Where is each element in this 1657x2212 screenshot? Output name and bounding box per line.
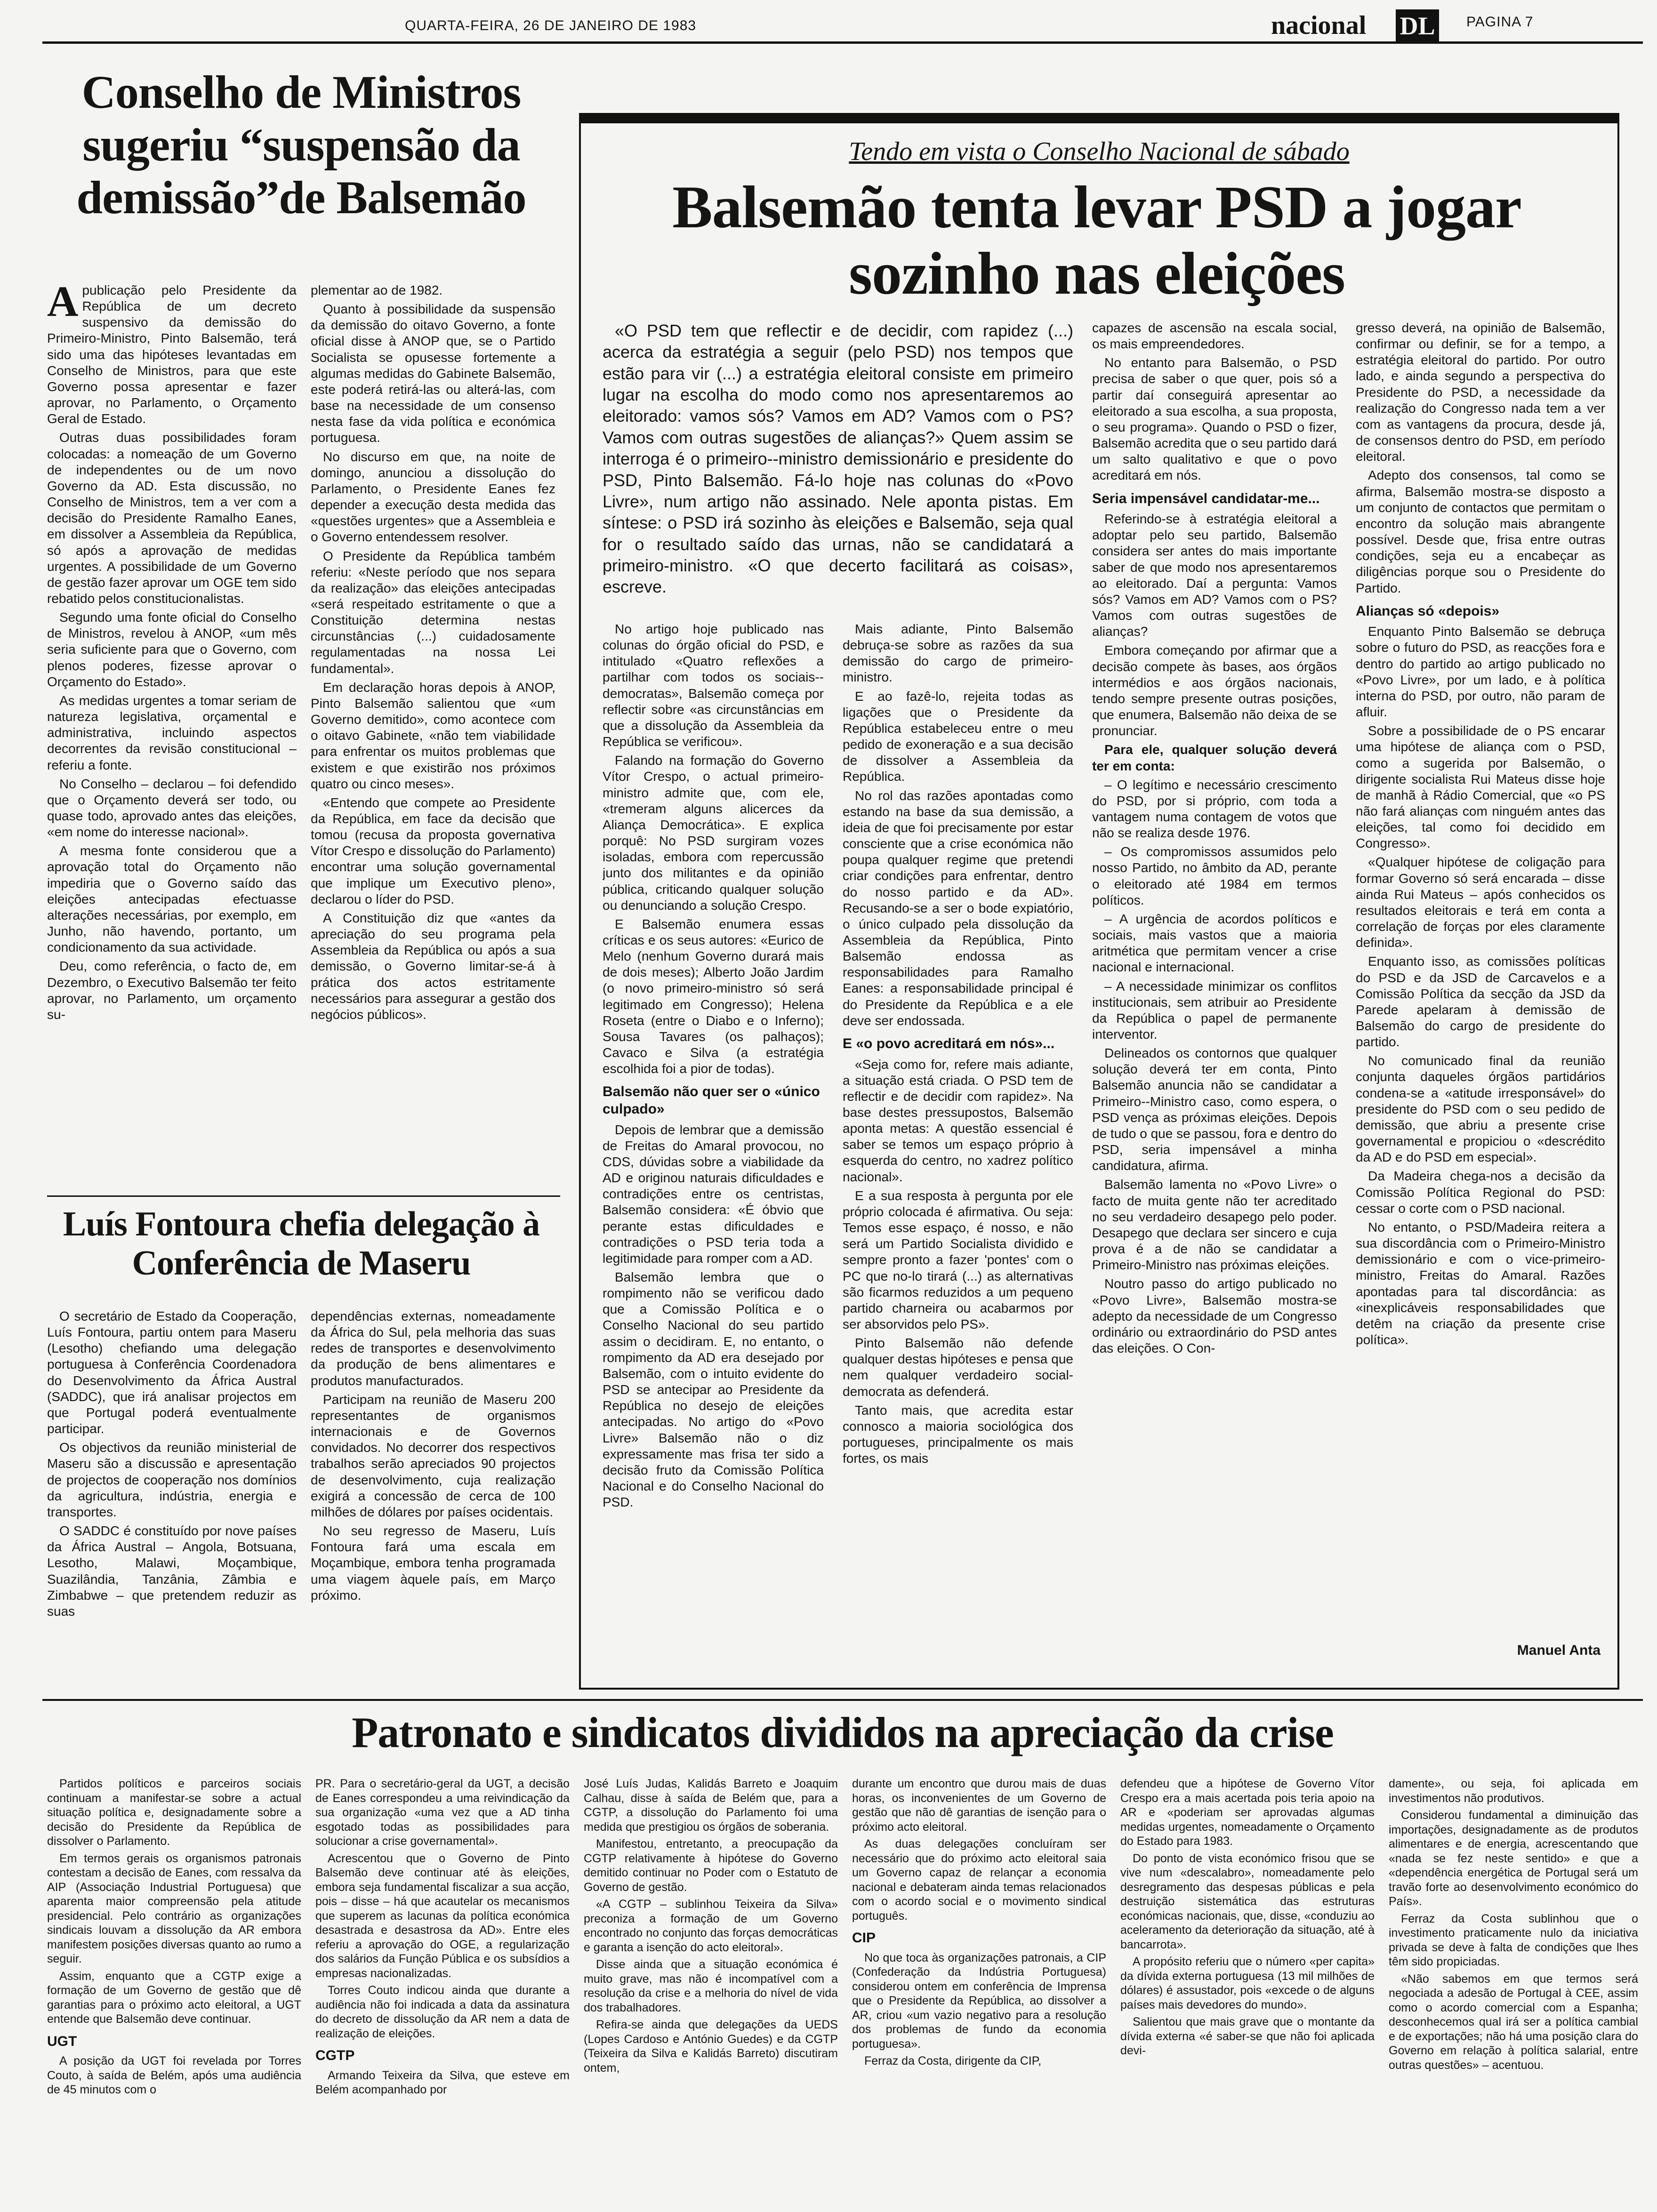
paragraph: Manifestou, entretanto, a preocupação da CGTP relativamente à hipótese do Governo demitido continuar no Poder com o Estatuto de Governo de gestão. bbox=[584, 1837, 838, 1894]
paragraph: Para ele, qualquer solução deverá ter em conta: bbox=[1092, 742, 1337, 773]
paragraph: – A urgência de acordos políticos e sociais, mais vastos que a maioria aritmética que permitam vencer a crise nacional e internacional. bbox=[1092, 911, 1337, 975]
subheading: E «o povo acreditará em nós»... bbox=[843, 1035, 1055, 1051]
paragraph: Delineados os contornos que qualquer solução deverá ter em conta, Pinto Balsemão anuncia não se candidatar a Primeiro--Ministro caso, como espera, o PSD vença as próximas eleições. Depois de tudo o que se passou, fora e dentro do PSD, seria impensável a minha candidatura, afirma. bbox=[1092, 1046, 1337, 1173]
article-psd-colC bbox=[1092, 320, 1337, 1671]
paragraph: Refira-se ainda que delegações da UEDS (Lopes Cardoso e António Guedes) e da CGTP (Teixeira da Silva e Kalidás Barreto) discutiram ontem, bbox=[584, 2018, 838, 2075]
paragraph: Armando Teixeira da Silva, que esteve em Belém acompanhado por bbox=[315, 2068, 570, 2097]
headline-patronato: Patronato e sindicatos divididos na apreciação da crise bbox=[352, 1708, 1334, 1756]
article-conselho-col1 bbox=[47, 282, 297, 1186]
paragraph: O secretário de Estado da Cooperação, Luís Fontoura, partiu ontem para Maseru (Lesotho) chefiando uma delegação portuguesa à Conferência Coordenadora do Desenvolvimento da África Austral (SADDC), que irá analisar projectos em que Portugal poderá eventualmente participar. bbox=[47, 1309, 297, 1436]
paragraph: E ao fazê-lo, rejeita todas as ligações que o Presidente da República estabeleceu entre o meu pedido de exoneração e a sua decisão de dissolver a Assembleia da República. bbox=[843, 689, 1073, 784]
paragraph: Ferraz da Costa, dirigente da CIP, bbox=[864, 2054, 1042, 2068]
article-psd-colB bbox=[843, 621, 1073, 1671]
paragraph: Referindo-se à estratégia eleitoral a adoptar pelo seu partido, Balsemão considera ser antes do mais importante saber de que modo nos apresentaremos ao eleitorado. Daí a pergunta: Vamos sós? Vamos em AD? Vamos com o PS? Vamos com outras sugestões de alianças? bbox=[1092, 512, 1337, 639]
paragraph: Enquanto Pinto Balsemão se debruça sobre o futuro do PSD, as reacções fora e dentro do partido ao artigo publicado no «Povo Livre», por um lado, e à política interna do PSD, por outro, não param de afluir. bbox=[1356, 624, 1605, 720]
page-number: PAGINA 7 bbox=[1466, 14, 1534, 30]
article-patronato-c1 bbox=[47, 1777, 301, 2186]
paragraph: Enquanto isso, as comissões políticas do PSD e da JSD de Carcavelos e a Comissão Política da secção da JSD da Parede apelaram à demissão de Balsemão do cargo de presidente do partido. bbox=[1356, 954, 1605, 1050]
paragraph: Deu, como referência, o facto de, em Dezembro, o Executivo Balsemão ter feito aprovar, no Parlamento, um orçamento su- bbox=[47, 959, 297, 1022]
paragraph: A posição da UGT foi revelada por Torres Couto, à saída de Belém, após uma audiência de 45 minutos com o bbox=[47, 2054, 301, 2097]
issue-date: QUARTA-FEIRA, 26 DE JANEIRO DE 1983 bbox=[405, 18, 697, 33]
paragraph: A Constituição diz que «antes da apreciação do seu programa pela Assembleia da República ou após a sua demissão, o Governo limitar-se-á à prática dos actos estritamente necessários para assegurar a gestão dos negócios públicos». bbox=[311, 910, 555, 1022]
paragraph: Da Madeira chega-nos a decisão da Comissão Política Regional do PSD: cessar o corte com o PSD nacional. bbox=[1356, 1169, 1605, 1216]
paragraph: Depois de lembrar que a demissão de Freitas do Amaral provocou, no CDS, dúvidas sobre a viabilidade da AD e originou naturais dificuldades e contradições entre os centristas, Balsemão considera: «É óbvio que perante estas dificuldades e contradições o PSD teria toda a legitimidade para romper com a AD. bbox=[603, 1122, 824, 1266]
paragraph: No Conselho – declarou – foi defendido que o Orçamento deverá ser todo, ou quase todo, aprovado antes das eleições, «em nome do interesse nacional». bbox=[47, 776, 297, 840]
paragraph: A propósito referiu que o número «per capita» da dívida externa portuguesa (13 mil milhões de dólares) é assustador, pois «excede o de alguns países mais devedores do mundo». bbox=[1120, 1955, 1375, 2012]
article-patronato-c4 bbox=[852, 1777, 1106, 2186]
rule-left-mid bbox=[47, 1195, 560, 1197]
rule-bottom bbox=[42, 1699, 1643, 1701]
article-patronato-c6 bbox=[1389, 1777, 1638, 2186]
paragraph: Considerou fundamental a diminuição das importações, designadamente as de produtos alimentares e de energia, acrescentando que «nada se fez neste sentido» e que a «dependência energética de Portugal será um travão forte ao desenvolvimento económico do País». bbox=[1389, 1809, 1638, 1908]
paragraph: damente», ou seja, foi aplicada em investimentos não produtivos. bbox=[1389, 1777, 1638, 1805]
article-patronato-c2 bbox=[315, 1777, 570, 2186]
lead-paragraph: «O PSD tem que reflectir e de decidir, com rapidez (...) acerca da estratégia a seguir (pelo PSD) nos tempos que estão para vir (...) a estratégia eleitoral consiste em primeiro lugar na escolha do modo como nos apresentaremos ao eleitorado: vamos sós? Vamos em AD? Vamos com o PS? Vamos com outras sugestões de alianças?» Quem assim se interroga é o primeiro--ministro demissionário e presidente do PSD, Pinto Balsemão. Fá-lo hoje nas colunas do «Povo Livre», num artigo não assinado. Nele aponta pistas. Em síntese: o PSD irá sozinho às eleições e Balsemão, seja qual for o resultado saído das urnas, não se candidatará a primeiro-ministro. «O que decerto facilitará as coisas», escreve. bbox=[603, 321, 1073, 597]
paragraph: E Balsemão enumera essas críticas e os seus autores: «Eurico de Melo (nenhum Governo durará mais de dois meses); Alberto João Jardim (o novo primeiro-ministro só será legitimado em Congresso); Helena Roseta (entre o Diabo e o Inferno); Sousa Tavares (os palhaços); Cavaco e Silva (a estratégia escolhida foi a pior de todas). bbox=[603, 916, 824, 1076]
paragraph: Pinto Balsemão não defende qualquer destas hipóteses e pensa que nem qualquer verdadeiro social-democrata as defenderá. bbox=[843, 1336, 1073, 1399]
paragraph: Segundo uma fonte oficial do Conselho de Ministros, revelou à ANOP, «um mês seria suficiente para que o Governo, com plenos poderes, fizesse aprovar o Orçamento do Estado». bbox=[47, 610, 297, 689]
article-psd-colA bbox=[603, 621, 824, 1671]
paragraph: dependências externas, nomeadamente da África do Sul, pela melhoria das suas redes de transportes e desenvolvimento da produção de bens alimentares e produtos manufacturados. bbox=[311, 1309, 555, 1388]
headline-conselho: Conselho de Ministros sugeriu “suspensão da demissão”de Balsemão bbox=[76, 66, 526, 224]
paragraph: Disse ainda que a situação económica é muito grave, mas não é incompatível com a resolução da crise e a melhoria do nível de vida dos trabalhadores. bbox=[584, 1958, 838, 2014]
paragraph: E a sua resposta à pergunta por ele próprio colocada é afirmativa. Ou seja: Temos esse espaço, é nosso, e não será um Partido Socialista dividido e sempre pronto a fazer 'pontes' com o PC que no-lo tirará (...) as alternativas são ficarmos reduzidos a um pequeno partido charneira ou acabarmos por ser absorvidos pelo PS». bbox=[843, 1188, 1073, 1331]
paragraph: «Entendo que compete ao Presidente da República, em face da decisão que tomou (recusa da proposta governativa Vítor Crespo e dissolução do Parlamento) encontrar uma solução governamental que implique um Executivo pleno», declarou o líder do PSD. bbox=[311, 795, 555, 906]
paragraph: «Não sabemos em que termos será negociada a adesão de Portugal à CEE, assim como o acordo comercial com a Espanha; desconhecemos qual irá ser a política cambial e de exportações; não há uma posição clara do Governo em relação à política salarial, entre outras questões» – acentuou. bbox=[1389, 1972, 1638, 2072]
paragraph: José Luís Judas, Kalidás Barreto e Joaquim Calhau, disse à saída de Belém que, para a CGTP, a dissolução do Parlamento foi uma medida que prestigiou os órgãos de soberania. bbox=[584, 1777, 838, 1834]
paragraph: Noutro passo do artigo publicado no «Povo Livre», Balsemão mostra-se adepto da necessidade de um Congresso ordinário ou extraordinário do PSD antes das eleições. O Con- bbox=[1092, 1276, 1337, 1355]
article-patronato-c3 bbox=[584, 1777, 838, 2186]
paragraph: «A CGTP – sublinhou Teixeira da Silva» preconiza a formação de um Governo encontrado no conjunto das forças democráticas e garanta a isenção do acto eleitoral». bbox=[584, 1898, 838, 1954]
paragraph: As duas delegações concluíram ser necessário que do próximo acto eleitoral saia um Governo capaz de relançar a economia nacional e debateram ainda temas relacionados com o acordo social e o movimento sindical português. bbox=[852, 1837, 1106, 1923]
headline-psd: Balsemão tenta levar PSD a jogar sozinho nas eleições bbox=[672, 174, 1521, 307]
headline-fontoura: Luís Fontoura chefia delegação à Conferência de Maseru bbox=[63, 1205, 540, 1282]
subheading: Alianças só «depois» bbox=[1356, 603, 1500, 619]
paragraph: No entanto para Balsemão, o PSD precisa de saber o que quer, pois só a partir daí conseguirá apresentar ao eleitorado a sua escolha, a sua proposta, o seu programa». Quando o PSD o fizer, Balsemão acredita que o seu partido dará um salto qualitativo e que o povo acreditará em nós. bbox=[1092, 355, 1337, 483]
paragraph: O SADDC é constituído por nove países da África Austral – Angola, Botsuana, Lesotho, Malawi, Moçambique, Suazilândia, Tanzânia, Zâmbia e Zimbabwe – que pretendem reduzir as suas bbox=[47, 1523, 297, 1619]
paragraph: Tanto mais, que acredita estar connosco a maioria sociológica dos portugueses, principalmente os mais fortes, os mais bbox=[843, 1403, 1073, 1466]
paragraph: Do ponto de vista económico frisou que se vive num «descalabro», nomeadamente pelo desregramento das despesas públicas e pela destruição sistemática das estruturas económicas nacionais, que, disse, «conduziu ao aceleramento da deterioração da situação, até à bancarrota». bbox=[1120, 1851, 1375, 1951]
paragraph: Embora começando por afirmar que a decisão compete às bases, aos órgãos intermédios e aos órgãos nacionais, tendo sempre presente outras posições, que enumera, Balsemão não deixa de se pronunciar. bbox=[1092, 643, 1337, 738]
paragraph: Balsemão lembra que o rompimento não se verificou dado que a Comissão Política e o Conselho Nacional do seu partido assim o decidiram. E, no entanto, o rompimento da AD era desejado por Balsemão, com o intuito evidente do PSD se antecipar ao Presidente da República no desejo de eleições antecipadas. No artigo do «Povo Livre» Balsemão não o diz expressamente mas frisa ter sido a decisão fruto da Comissão Política Nacional e do Conselho Nacional do PSD. bbox=[603, 1269, 824, 1510]
paragraph: gresso deverá, na opinião de Balsemão, confirmar ou definir, se for a tempo, a estratégia eleitoral do partido. Por outro lado, e ainda segundo a perspectiva do Presidente do PSD, a necessidade da realização do Congresso nada tem a ver com as vantagens da procura, desde já, de consensos dentro do PSD, em período eleitoral. bbox=[1356, 321, 1605, 464]
paragraph: O Presidente da República também referiu: «Neste período que nos separa da realização» das eleições antecipadas «será respeitado estritamente o que a Constituição determina nestas circunstâncias (...) cuidadosamente regulamentadas na nossa Lei fundamental». bbox=[311, 548, 555, 676]
paragraph: No rol das razões apontadas como estando na base da sua demissão, a ideia de que foi precisamente por estar consciente que a crise económica não poupa qualquer regime que pretendi criar condições para enfrentar, dentro do nosso partido e da AD». Recusando-se a ser o bode expiatório, o único culpado pela dissolução da Assembleia da República, Pinto Balsemão endossa as responsabilidades para Ramalho Eanes: a responsabilidade principal é do Presidente da República e a ele deve ser endossada. bbox=[843, 788, 1073, 1028]
paragraph: Balsemão lamenta no «Povo Livre» o facto de muita gente não ter acreditado no seu verdadeiro desapego pelo poder. Desapego que declara ser sincero e cuja prova é a de não se candidatar a Primeiro-Ministro nas próximas eleições. bbox=[1092, 1177, 1337, 1273]
paragraph: Quanto à possibilidade da suspensão da demissão do oitavo Governo, a fonte oficial disse à ANOP que, se o Partido Socialista se opusesse fortemente a algumas medidas do Gabinete Balsemão, este poderá retirá-las ou alterá-las, com base na necessidade de um consenso nesta fase da vida política e económica portuguesa. bbox=[311, 302, 555, 445]
paragraph: No discurso em que, na noite de domingo, anunciou a dissolução do Parlamento, o Presidente Eanes fez depender a execução desta medida das «questões urgentes» que a Assembleia e o Governo entendessem resolver. bbox=[311, 449, 555, 545]
article-psd-lead bbox=[603, 320, 1073, 612]
byline: Manuel Anta bbox=[1517, 1643, 1601, 1658]
paragraph: durante um encontro que durou mais de duas horas, os inconvenientes de um Governo de gestão que não dê garantias de isenção para o próximo acto eleitoral. bbox=[852, 1777, 1106, 1834]
subheading: Balsemão não quer ser o «único culpado» bbox=[603, 1084, 820, 1117]
paragraph: Ferraz da Costa sublinhou que o investimento praticamente nulo da iniciativa privada se deve à falta de condições que lhes têm sido propiciadas. bbox=[1389, 1912, 1638, 1968]
paragraph: Sobre a possibilidade de o PS encarar uma hipótese de aliança com o PSD, como a sugerida por Balsemão, o dirigente socialista Rui Mateus disse hoje de manhã à Rádio Comercial, que «o PS não fará alianças com ninguém antes das eleições, tal como foi decidido em Congresso». bbox=[1356, 723, 1605, 851]
subheading: UGT bbox=[47, 2033, 77, 2049]
paragraph: capazes de ascensão na escala social, os mais empreendedores. bbox=[1092, 321, 1337, 352]
paragraph: «Qualquer hipótese de coligação para formar Governo só será encarada – disse ainda Rui Mateus – após conhecidos os resultados eleitorais e terá em conta a correlação de forças por eles claramente definida». bbox=[1356, 855, 1605, 950]
paragraph: «Seja como for, refere mais adiante, a situação está criada. O PSD tem de reflectir e de decidir com rapidez». Na base destes pressupostos, Balsemão aponta metas: A questão essencial é saber se temos um espaço próprio à esquerda do centro, no xadrez político nacional». bbox=[843, 1057, 1073, 1184]
article-psd-colD bbox=[1356, 320, 1605, 1633]
paragraph: publicação pelo Presidente da República de um decreto suspensivo da demissão do Primeiro-Ministro, Pinto Balsemão, terá sido uma das hipóteses levantadas em Conselho de Ministros, para que este Governo possa apresentar e fazer aprovar, no Parlamento, o Orçamento Geral de Estado. bbox=[47, 283, 297, 426]
paragraph: Salientou que mais grave que o montante da dívida externa «é saber-se que não foi aplicada devi- bbox=[1120, 2015, 1375, 2057]
paragraph: No seu regresso de Maseru, Luís Fontoura fará uma escala em Moçambique, embora tenha programada uma viagem àquele país, em Março próximo. bbox=[311, 1523, 555, 1603]
paragraph: Acrescentou que o Governo de Pinto Balsemão deve continuar até às eleições, embora seja fundamental fiscalizar a sua acção, pois – disse – há que acautelar os mecanismos que superem as lacunas da política económica desastrada e desastrosa da AD». Entre eles referiu a aprovação do OGE, a regularização dos salários da Função Pública e os subsídios a empresas nacionalizadas. bbox=[315, 1851, 570, 1980]
kicker-psd: Tendo em vista o Conselho Nacional de sábado bbox=[849, 137, 1350, 166]
article-patronato-c5 bbox=[1120, 1777, 1375, 2186]
paragraph: Partidos políticos e parceiros sociais continuam a manifestar-se sobre a actual situação política e, designadamente sobre a decisão do Presidente da República de dissolver o Parlamento. bbox=[47, 1777, 301, 1848]
paragraph: – O legítimo e necessário crescimento do PSD, por si próprio, com toda a vantagem numa contagem de votos que não se realiza desde 1976. bbox=[1092, 777, 1337, 841]
paragraph: Adepto dos consensos, tal como se afirma, Balsemão mostra-se disposto a um conjunto de contactos que permitam o encontro da solução mais abrangente possível. Desde que, frisa entre outras condições, seja eu a encabeçar as diligências porque sou o Presidente do Partido. bbox=[1356, 468, 1605, 595]
paragraph: Participam na reunião de Maseru 200 representantes de organismos internacionais e de Governos convidados. No decorrer dos respectivos trabalhos serão apreciados 90 projectos de desenvolvimento, cuja realização exigirá a concessão de cerca de 100 milhões de dólares por países ocidentais. bbox=[311, 1392, 555, 1519]
paragraph: As medidas urgentes a tomar seriam de natureza legislativa, orçamental e administrativa, incluindo aspectos decorrentes da revisão constitucional – referiu a fonte. bbox=[47, 693, 297, 772]
paragraph: Falando na formação do Governo Vítor Crespo, o actual primeiro-ministro admite que, com ele, «tremeram alguns alicerces da Aliança Democrática». E explica porquê: No PSD surgiram vozes isoladas, embora com repercussão junto dos militantes e da opinião pública, criticando qualquer solução ou denunciando a solução Crespo. bbox=[603, 753, 824, 913]
paragraph: No artigo hoje publicado nas colunas do órgão oficial do PSD, e intitulado «Quatro reflexões a partilhar com todos os sociais--democratas», Balsemão começa por reflectir sobre «as circunstâncias em que a dissolução da Assembleia da República se verificou». bbox=[603, 622, 824, 749]
masthead-rule bbox=[42, 41, 1643, 44]
paragraph: Torres Couto indicou ainda que durante a audiência não foi indicada a data da assinatura do decreto de dissolução da AR nem a data de realização de eleições. bbox=[315, 1984, 570, 2040]
paragraph: defendeu que a hipótese de Governo Vítor Crespo era a mais acertada pois teria apoio na AR e «poderiam ser aprovadas algumas medidas urgentes, nomeadamente o Orçamento do Estado para 1983. bbox=[1120, 1777, 1375, 1848]
section-name: nacional bbox=[1271, 11, 1367, 40]
paragraph: plementar ao de 1982. bbox=[311, 283, 443, 297]
paragraph: PR. Para o secretário-geral da UGT, a decisão de Eanes correspondeu a uma reivindicação da sua organização «uma vez que a AD tinha esgotado todas as possibilidades para solucionar a crise governamental». bbox=[315, 1777, 570, 1848]
paragraph: Os objectivos da reunião ministerial de Maseru são a discussão e apresentação de projectos de cooperação nos domínios da agricultura, indústria, energia e transportes. bbox=[47, 1440, 297, 1519]
paragraph: A mesma fonte considerou que a aprovação total do Orçamento não impediria que o Governo saído das eleições antecipadas efectuasse alterações necessárias, por exemplo, em Junho, não havendo, portanto, um condicionamento da sua actividade. bbox=[47, 843, 297, 955]
subheading: CGTP bbox=[315, 2048, 355, 2063]
article-fontoura-col1 bbox=[47, 1308, 297, 1666]
subheading: CIP bbox=[852, 1930, 876, 1946]
paragraph: Assim, enquanto que a CGTP exige a formação de um Governo de gestão que dê garantias para o próximo acto eleitoral, a UGT entende que Balsemão deve continuar. bbox=[47, 1969, 301, 2026]
newspaper-logo-icon: DL bbox=[1396, 9, 1439, 42]
dropcap: A bbox=[47, 282, 79, 325]
paragraph: No comunicado final da reunião conjunta daqueles órgãos partidários condena-se a «atitude irresponsável» do presidente do PSD com o seu pedido de demissão, que abriu a presente crise governamental e propiciou o «descrédito da AD e do PSD em especial». bbox=[1356, 1053, 1605, 1165]
psd-box-top-bar bbox=[579, 113, 1619, 123]
paragraph: No entanto, o PSD/Madeira reitera a sua discordância com o Primeiro-Ministro demissionário e com o vice-primeiro-ministro, Freitas do Amaral. Razões apontadas para tal discordância: as «inexplicáveis responsabilidades que detêm na criação da presente crise política». bbox=[1356, 1219, 1605, 1347]
paragraph: – A necessidade minimizar os conflitos institucionais, sem atribuir ao Presidente da República o papel de permanente interventor. bbox=[1092, 978, 1337, 1042]
paragraph: Mais adiante, Pinto Balsemão debruça-se sobre as razões da sua demissão do cargo de primeiro-ministro. bbox=[843, 622, 1073, 685]
paragraph: No que toca às organizações patronais, a CIP (Confederação da Indústria Portuguesa) considerou ontem em conferência de Imprensa que o Presidente da República, ao dissolver a AR, criou «um vazio negativo para a resolução dos problemas de fundo da economia portuguesa». bbox=[852, 1951, 1106, 2051]
paragraph: – Os compromissos assumidos pelo nosso Partido, no âmbito da AD, perante o eleitorado até 1984 em termos políticos. bbox=[1092, 844, 1337, 907]
paragraph: Em declaração horas depois à ANOP, Pinto Balsemão salientou que «um Governo demitido», como acontece com o oitavo Gabinete, «não tem viabilidade para enfrentar os muitos problemas que existem e que existirão nos próximos quatro ou cinco meses». bbox=[311, 680, 555, 791]
article-conselho-col2 bbox=[311, 282, 555, 1186]
subheading: Seria impensável candidatar-me... bbox=[1092, 490, 1320, 506]
paragraph: Em termos gerais os organismos patronais contestam a decisão de Eanes, com ressalva da AIP (Associação Industrial Portuguesa) que aparenta maior compreensão pela atitude presidencial. Pelo contrário as organizações sindicais louvam a dissolução da AR embora manifestem posições diversas quanto ao rumo a seguir. bbox=[47, 1851, 301, 1965]
paragraph: Outras duas possibilidades foram colocadas: a nomeação de um Governo de independentes ou de um novo Governo da AD. Esta discussão, no Conselho de Ministros, tem a ver com a decisão do Presidente Ramalho Eanes, em dissolver a Assembleia da República, só após a aprovação de medidas urgentes. A possibilidade de um Governo de gestão fazer aprovar um OGE tem sido rebatido pelos constitucionalistas. bbox=[47, 430, 297, 606]
article-fontoura-col2 bbox=[311, 1308, 555, 1666]
